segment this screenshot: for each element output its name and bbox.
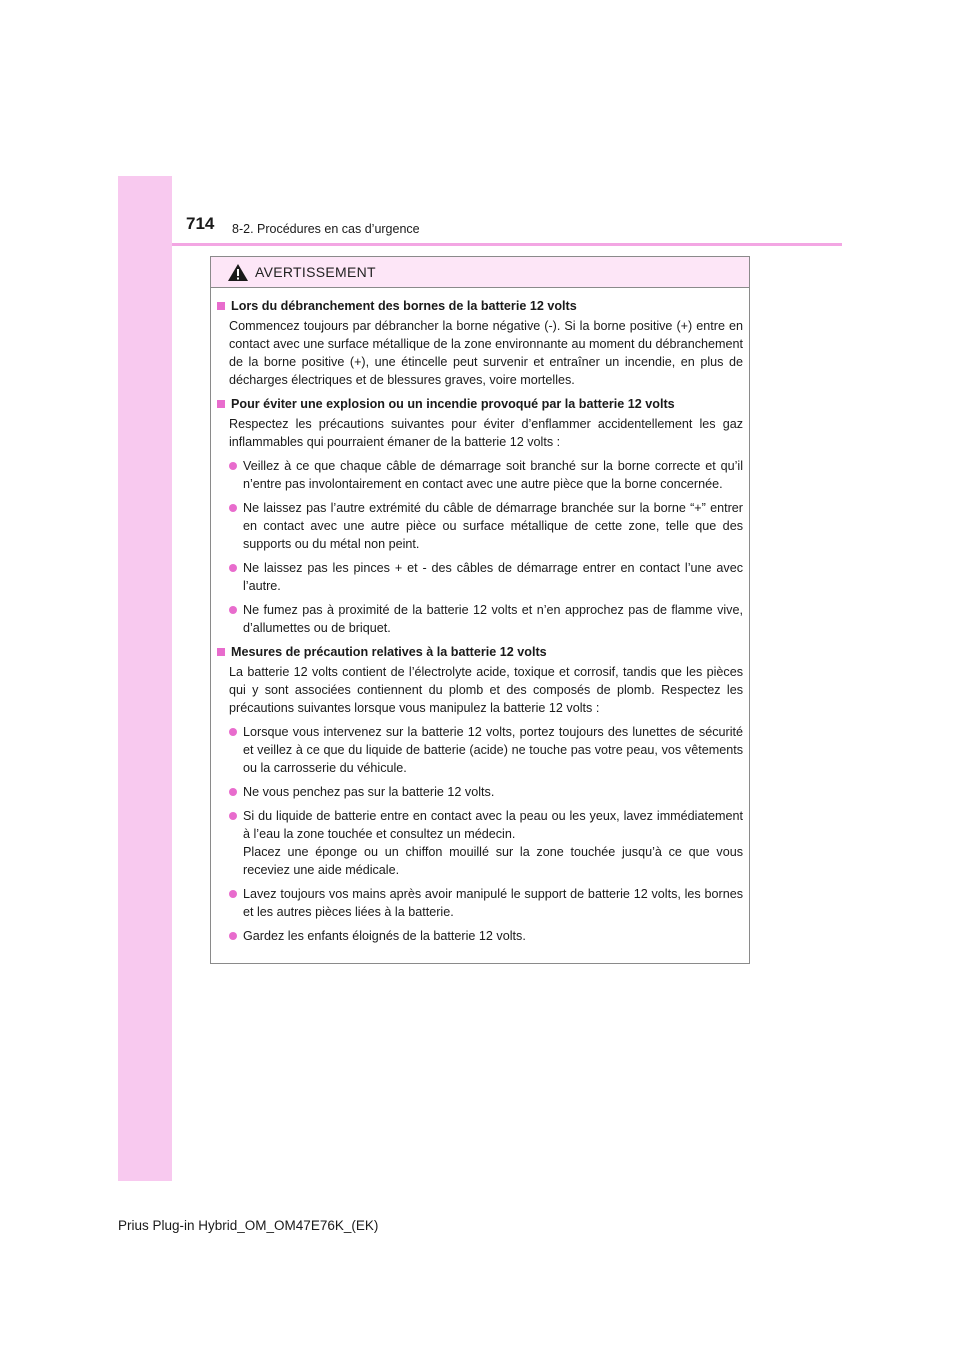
section-paragraph: La batterie 12 volts contient de l’électrolyte acide, toxique et corrosif, tandis que les pièces qui y sont associées contiennent du plomb et des composés de plomb. Respectez les précautions suivantes lorsque vous manipulez la batterie 12 volts : bbox=[229, 665, 743, 715]
section-heading: Lors du débranchement des bornes de la batterie 12 volts bbox=[217, 297, 743, 315]
page-number: 714 bbox=[186, 214, 215, 233]
header-rule bbox=[172, 243, 842, 246]
square-bullet-icon bbox=[217, 648, 225, 656]
list-item: Gardez les enfants éloignés de la batterie 12 volts. bbox=[229, 927, 743, 945]
section-title: 8-2. Procédures en cas d’urgence bbox=[232, 222, 420, 236]
warning-title: AVERTISSEMENT bbox=[255, 264, 376, 280]
section-heading: Mesures de précaution relatives à la batterie 12 volts bbox=[217, 643, 743, 661]
warning-section bbox=[217, 395, 743, 637]
circle-bullet-icon bbox=[229, 606, 237, 614]
list-item: Veillez à ce que chaque câble de démarrage soit branché sur la borne correcte et qu’il n’entre pas involontairement en contact avec une autre pièce que la borne concernée. bbox=[229, 457, 743, 493]
list-item: Lavez toujours vos mains après avoir manipulé le support de batterie 12 volts, les bornes et les autres pièces liées à la batterie. bbox=[229, 885, 743, 921]
warning-header bbox=[211, 257, 749, 288]
square-bullet-icon bbox=[217, 302, 225, 310]
list-item: Ne fumez pas à proximité de la batterie 12 volts et n’en approchez pas de flamme vive, d’allumettes ou de briquet. bbox=[229, 601, 743, 637]
warning-section bbox=[217, 643, 743, 945]
circle-bullet-icon bbox=[229, 890, 237, 898]
warning-box bbox=[210, 256, 750, 964]
circle-bullet-icon bbox=[229, 564, 237, 572]
list-item: Lorsque vous intervenez sur la batterie 12 volts, portez toujours des lunettes de sécurité et veillez à ce que du liquide de batterie (acide) ne touche pas votre peau, vos vêtements ou la carrosserie du véhicule. bbox=[229, 723, 743, 777]
chapter-sidebar bbox=[118, 176, 172, 1181]
circle-bullet-icon bbox=[229, 788, 237, 796]
list-item: Ne laissez pas les pinces + et - des câbles de démarrage entrer en contact l’une avec l’autre. bbox=[229, 559, 743, 595]
list-item: Si du liquide de batterie entre en contact avec la peau ou les yeux, lavez immédiatement à l’eau la zone touchée et consultez un médecin. Placez une éponge ou un chiffon mouillé sur la zone touchée jusqu’à ce que vous receviez une aide médicale. bbox=[229, 807, 743, 879]
section-paragraph: Commencez toujours par débrancher la borne négative (-). Si la borne positive (+) entre en contact avec une surface métallique de la zone environnante au moment du débranchement de la borne positive (+), une étincelle peut survenir et entraîner un incendie, en plus de décharges électriques et de blessures graves, voire mortelles. bbox=[229, 319, 743, 387]
circle-bullet-icon bbox=[229, 504, 237, 512]
list-item: Ne laissez pas l’autre extrémité du câble de démarrage branchée sur la borne “+” entrer en contact avec une autre pièce ou surface métallique de cette zone, telle que des supports ou du métal non peint. bbox=[229, 499, 743, 553]
circle-bullet-icon bbox=[229, 728, 237, 736]
circle-bullet-icon bbox=[229, 932, 237, 940]
warning-section bbox=[217, 297, 743, 389]
section-heading: Pour éviter une explosion ou un incendie provoqué par la batterie 12 volts bbox=[217, 395, 743, 413]
circle-bullet-icon bbox=[229, 812, 237, 820]
section-paragraph: Respectez les précautions suivantes pour éviter d’enflammer accidentellement les gaz inflammables qui pourraient émaner de la batterie 12 volts : bbox=[229, 417, 743, 449]
document-id: Prius Plug-in Hybrid_OM_OM47E76K_(EK) bbox=[118, 1218, 379, 1233]
warning-triangle-icon bbox=[227, 263, 249, 282]
list-item: Ne vous penchez pas sur la batterie 12 volts. bbox=[229, 783, 743, 801]
circle-bullet-icon bbox=[229, 462, 237, 470]
warning-body bbox=[211, 288, 749, 945]
square-bullet-icon bbox=[217, 400, 225, 408]
